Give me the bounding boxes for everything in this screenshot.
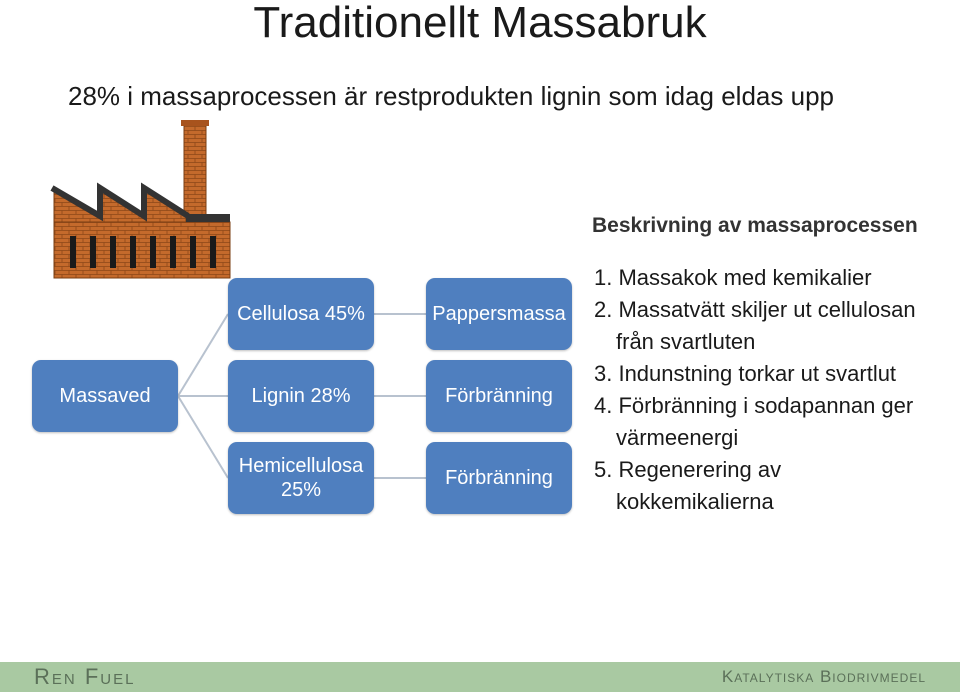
node-pappersmassa: Pappersmassa bbox=[426, 278, 572, 350]
footer-tagline: Katalytiska Biodrivmedel bbox=[721, 667, 926, 686]
slide-title: Traditionellt Massabruk bbox=[253, 0, 707, 47]
footer-brand: Ren Fuel bbox=[34, 664, 136, 689]
node-massaved: Massaved bbox=[32, 360, 178, 432]
slide-subtitle: 28% i massaprocessen är restprodukten lignin som idag eldas upp bbox=[68, 81, 834, 111]
node-hemicellulosa: Hemicellulosa 25% bbox=[228, 442, 374, 514]
description-heading: Beskrivning av massaprocessen bbox=[592, 214, 918, 237]
process-step: 1. Massakok med kemikalier bbox=[594, 265, 872, 290]
process-step: 4. Förbränning i sodapannan ger värmeenergi bbox=[594, 393, 914, 450]
process-steps-list bbox=[594, 262, 944, 518]
node-cellulosa: Cellulosa 45% bbox=[228, 278, 374, 350]
process-step: 2. Massatvätt skiljer ut cellulosan från svartluten bbox=[594, 297, 916, 354]
process-step: 3. Indunstning torkar ut svartlut bbox=[594, 361, 897, 386]
node-forbranning-hemicellulosa: Förbränning bbox=[426, 442, 572, 514]
process-step: 5. Regenerering av kokkemikalierna bbox=[594, 457, 782, 514]
node-forbranning-lignin: Förbränning bbox=[426, 360, 572, 432]
node-lignin: Lignin 28% bbox=[228, 360, 374, 432]
footer-band bbox=[0, 662, 960, 692]
factory-icon bbox=[48, 118, 238, 280]
